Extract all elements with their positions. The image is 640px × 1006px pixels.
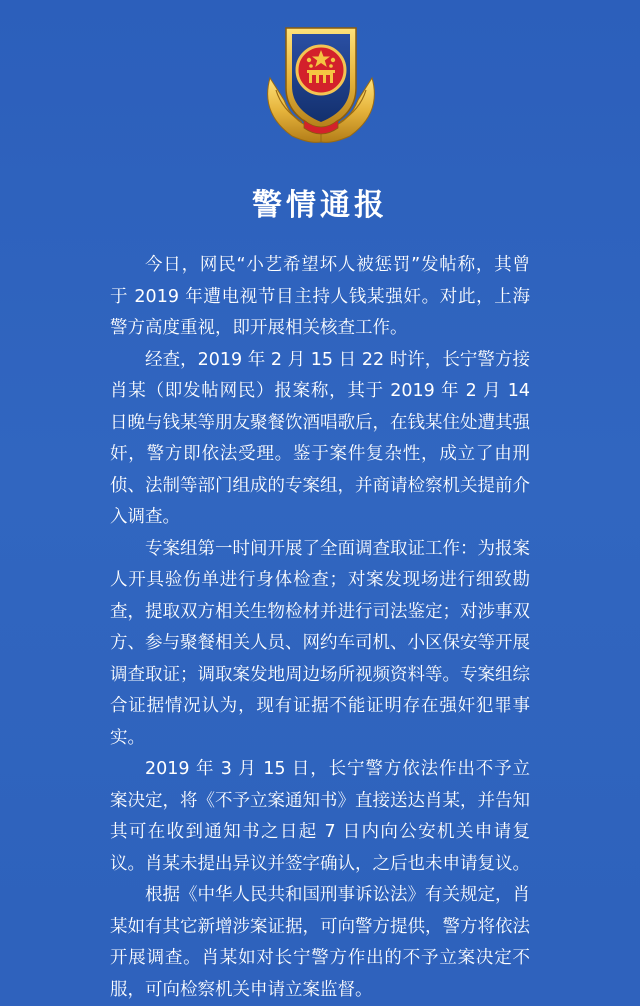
notice-body xyxy=(110,250,530,1006)
paragraph-2: 经查，2019 年 2 月 15 日 22 时许，长宁警方接肖某（即发帖网民）报案称，其于 2019 年 2 月 14 日晚与钱某等朋友聚餐饮酒唱歌后，在钱某住处遭其强奸，警方即依法受理。鉴于案件复杂性，成立了由刑侦、法制等部门组成的专案组，并商请检察机关提前介入调查。 xyxy=(110,349,530,527)
notice-title: 警情通报 xyxy=(252,188,388,223)
paragraph-3: 专案组第一时间开展了全面调查取证工作：为报案人开具验伤单进行身体检查；对案发现场进行细致勘查，提取双方相关生物检材并进行司法鉴定；对涉事双方、参与聚餐相关人员、网约车司机、小区保安等开展调查取证；调取案发地周边场所视频资料等。专案组综合证据情况认为，现有证据不能证明存在强奸犯罪事实。 xyxy=(110,538,530,748)
paragraph-1: 今日，网民“小艺希望坏人被惩罚”发帖称，其曾于 2019 年遭电视节目主持人钱某强奸。对此，上海警方高度重视，即开展相关核查工作。 xyxy=(110,255,530,338)
paragraph-4: 2019 年 3 月 15 日，长宁警方依法作出不予立案决定，将《不予立案通知书》直接送达肖某，并告知其可在收到通知书之日起 7 日内向公安机关申请复议。肖某未提出异议并签字确认，之后也未申请复议。 xyxy=(110,759,530,874)
police-badge-icon xyxy=(252,18,390,148)
paragraph-5: 根据《中华人民共和国刑事诉讼法》有关规定，肖某如有其它新增涉案证据，可向警方提供，警方将依法开展调查。肖某如对长宁警方作出的不予立案决定不服，可向检察机关申请立案监督。 xyxy=(110,885,530,1000)
